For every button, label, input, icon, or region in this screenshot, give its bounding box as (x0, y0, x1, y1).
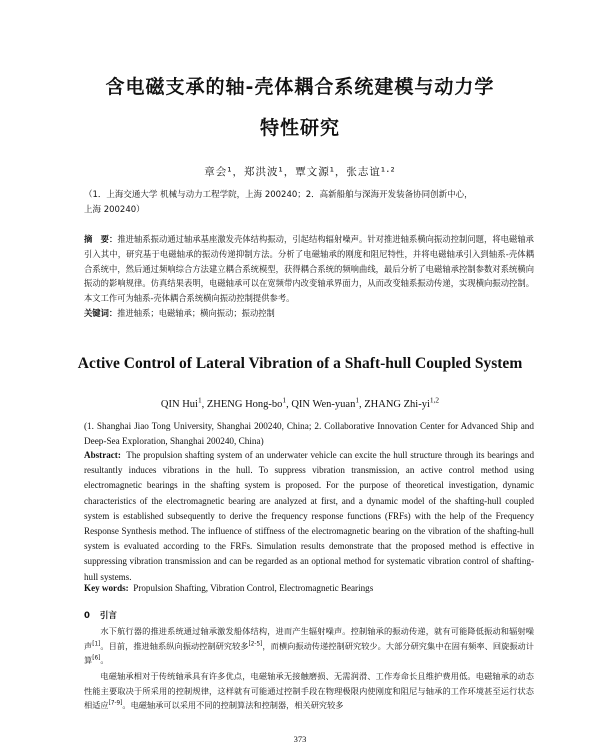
english-keywords (84, 583, 534, 593)
author-affiliation-mark: 1,2 (429, 395, 440, 405)
author-name: ZHANG Zhi-yi (364, 399, 430, 410)
chinese-abstract-text: 推进轴系振动通过轴承基座激发壳体结构振动，引起结构辐射噪声。针对推进轴系横向振动控制问题，将电磁轴承引入其中，研究基于电磁轴承的振动传递抑制方法。分析了电磁轴承的刚度和阻尼特性，并将电磁轴承引入到轴系-壳体耦合系统中，然后通过频响综合方法建立耦合系统模型，获得耦合系统的频响曲线，最后分析了电磁轴承控制参数对系统横向振动的影响规律。仿真结果表明，电磁轴承可以在宽频带内改变轴承界面力，从而改变轴系振动传递，实现横向振动控制。本文工作可为轴系-壳体耦合系统横向振动控制提供参考。 (84, 234, 534, 304)
author-affiliation-mark: 1 (197, 395, 202, 405)
author-affiliation-mark: 1 (355, 395, 359, 405)
english-authors: QIN Hui$^1$, ZHENG Hong-$bo^1$, QIN Wen-yuan$^1$, ZHANG Zhi-yi$^{1,2}$ (160, 395, 440, 410)
chinese-title-line-1: 含电磁支承的轴-壳体耦合系统建模与动力学 (105, 76, 495, 98)
body-text: 。目前，推进轴系纵向振动控制研究较多 (100, 640, 249, 651)
body-text: 电磁轴承相对于传统轴承具有许多优点，电磁轴承无接触磨损、无需润滑、工作寿命长且维护费用低。电磁轴承的动态性能主要取决于所采用的控制规律，这样就有可能通过控制手段在物理极限内使刚度和阻尼与轴承的工作环境甚至运行状态相适应 (84, 671, 534, 711)
author-name: ZHENG Hong-bo (206, 399, 283, 410)
author-affiliation-mark: 1 (282, 395, 287, 405)
section-heading (84, 609, 127, 621)
chinese-abstract (84, 232, 534, 321)
chinese-keywords-label: 关键词： (84, 307, 118, 318)
author-name: QIN Hui (160, 399, 198, 410)
english-keywords-text: Propulsion Shafting, Vibration Control, Electromagnetic Bearings (133, 583, 374, 593)
english-abstract (84, 448, 534, 585)
chinese-keywords-text: 推进轴系；电磁轴承；横向振动；振动控制 (117, 307, 275, 318)
citation: [6] (92, 655, 101, 662)
body-text: 。 (100, 655, 109, 666)
chinese-abstract-label: 摘 要： (84, 234, 118, 244)
page-number: 373 (293, 734, 307, 744)
english-keywords-label: Key words: (84, 583, 129, 593)
citation: [1] (92, 640, 101, 647)
english-affiliation: (1. Shanghai Jiao Tong University, Shanghai 200240, China; 2. Collaborative Innovation Center for Advanced Ship and Deep-Sea Exploration, Shanghai 200240, China) (84, 421, 534, 446)
body-text: ，而横向振动传递控制研究较少。大部分研究集中在固有频率、回旋振动计算 (84, 640, 534, 666)
section-title: 引言 (99, 611, 117, 621)
chinese-authors: 章会¹，郑洪波¹，覃文源¹，张志谊¹·² (204, 166, 396, 178)
chinese-affiliation-line-2: 上海 200240） (84, 205, 145, 215)
section-number: 0 (84, 611, 90, 621)
citation: [2-5] (248, 640, 263, 647)
body-text: 水下航行器的推进系统通过轴承激发船体结构，进而产生辐射噪声。控制轴承的振动传递，就有可能降低振动和辐射噪声 (84, 626, 534, 651)
chinese-affiliation-line-1: （1．上海交通大学 机械与动力工程学院，上海 200240；2．高新船舶与深海开发装备协同创新中心， (84, 190, 473, 200)
chinese-title-line-2: 特性研究 (259, 117, 340, 139)
english-abstract-label: Abstract: (84, 450, 121, 460)
body-paragraph-2 (84, 669, 534, 713)
english-abstract-text: The propulsion shafting system of an underwater vehicle can excite the hull structure through its bearings and resultantly induces vibrations in the hull. To suppress vibration transmission, an active control method using electromagnetic bearings in the shafting system is proposed. For the purpose of theoretical investigation, dynamic characteristics of the electromagnetic bearing are analyzed at first, and a dynamic model of the shafting-hull coupled system is established subsequently to derive the frequency response functions (FRFs) with the help of the Frequency Response Synthesis method. The influence of stiffness of the electromagnetic bearing on the vibration of the shafting-hull system is evaluated according to the FRFs. Simulation results demonstrate that the proposed method is effective in suppressing vibration transmission and can be regarded as an optional method for systematic vibration control of shafting-hull systems. (84, 450, 534, 582)
author-name: QIN Wen-yuan (291, 399, 356, 410)
body-paragraph-1 (84, 624, 534, 668)
body-text: 。电磁轴承可以采用不同的控制算法和控制器，相关研究较多 (122, 700, 344, 711)
english-title: Active Control of Lateral Vibration of a Shaft-hull Coupled System (77, 355, 523, 372)
citation: [7-9] (108, 700, 123, 707)
